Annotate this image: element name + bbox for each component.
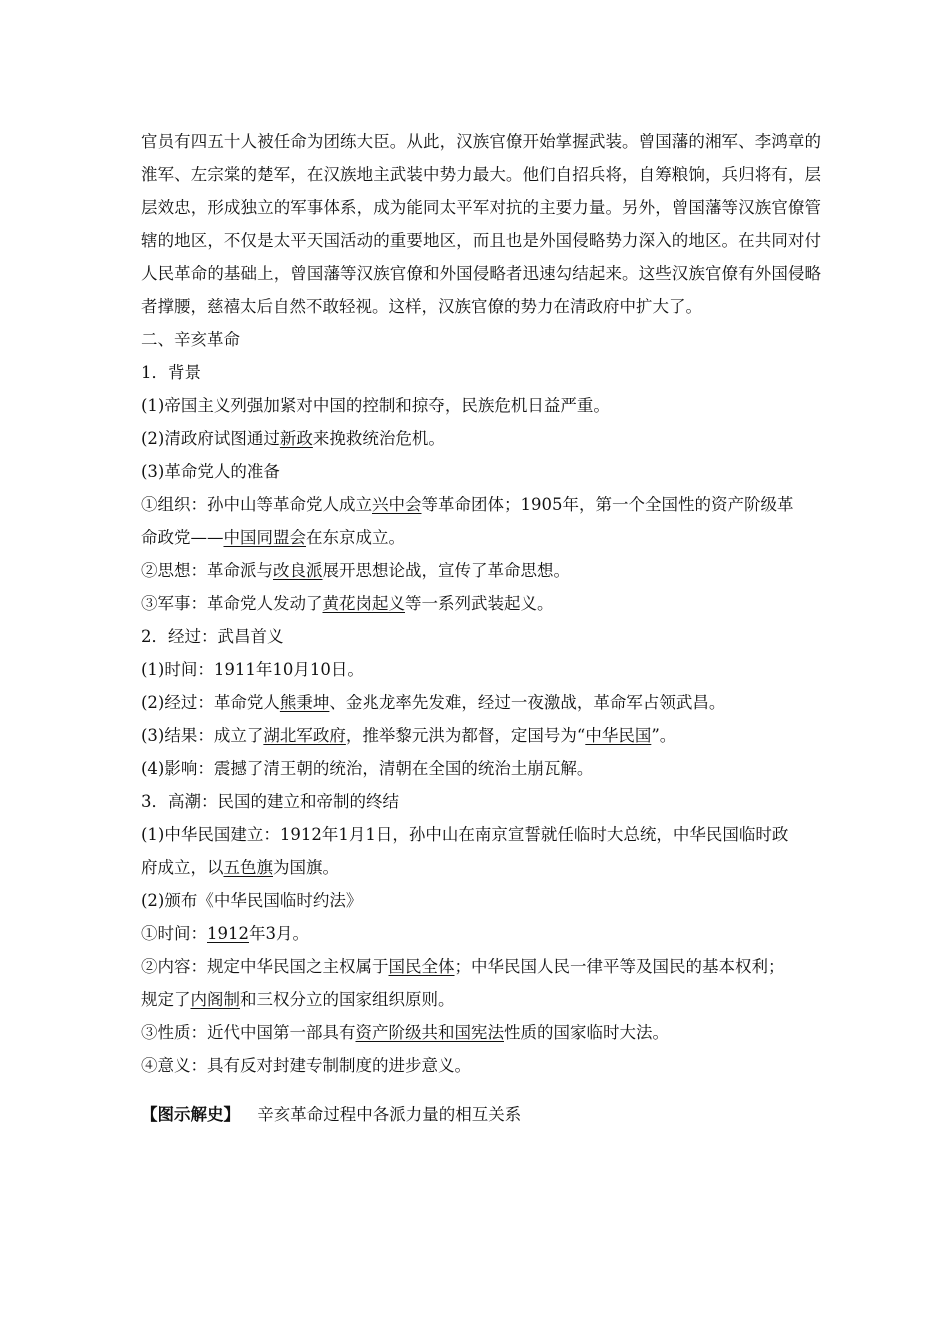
- line-text: ②思想：革命派与: [141, 561, 273, 580]
- line-text: ②内容：规定中华民国之主权属于: [141, 957, 389, 976]
- underlined-term: 内阁制: [190, 990, 240, 1009]
- line-text: 、金兆龙率先发难，经过一夜激战，革命军占领武昌。: [329, 693, 726, 712]
- line-text: 和三权分立的国家组织原则。: [240, 990, 455, 1009]
- text-line: (2)颁布《中华民国临时约法》: [141, 891, 363, 910]
- line-text: ；中华民国人民一律平等及国民的基本权利；: [454, 957, 785, 976]
- text-line: (4)影响：震撼了清王朝的统治，清朝在全国的统治土崩瓦解。: [141, 759, 594, 778]
- text-line: [141, 488, 821, 521]
- underlined-term: 五色旗: [223, 858, 273, 877]
- text-line: [141, 422, 821, 455]
- line-text: ，推举黎元洪为都督，定国号为“: [345, 726, 586, 745]
- subsection-heading: 2．经过：武昌首义: [141, 627, 284, 646]
- subsection-heading: 1．背景: [141, 363, 201, 382]
- text-line: [141, 686, 821, 719]
- underlined-term: 1912: [207, 924, 249, 943]
- text-line: [141, 851, 821, 884]
- underlined-term: 新政: [279, 429, 313, 448]
- text-line: (1)中华民国建立：1912年1月1日，孙中山在南京宣誓就任临时大总统，中华民国临时政: [141, 825, 789, 844]
- section-heading: 二、辛亥革命: [141, 330, 240, 349]
- line-text: 府成立，以: [141, 858, 224, 877]
- text-line: (1)帝国主义列强加紧对中国的控制和掠夺，民族危机日益严重。: [141, 396, 610, 415]
- underlined-term: 资产阶级共和国宪法: [355, 1023, 504, 1042]
- line-text: (2)经过：革命党人: [141, 693, 280, 712]
- line-text: 性质的国家临时大法。: [504, 1023, 669, 1042]
- text-line: (1)时间：1911年10月10日。: [141, 660, 364, 679]
- line-text: 在东京成立。: [306, 528, 405, 547]
- underlined-term: 中国同盟会: [223, 528, 306, 547]
- line-text: 等一系列武装起义。: [405, 594, 554, 613]
- underlined-term: 熊秉坤: [279, 693, 330, 712]
- line-text: 等革命团体；1905年，第一个全国性的资产阶级革: [421, 495, 794, 514]
- underlined-term: 兴中会: [372, 495, 422, 514]
- text-line: [141, 554, 821, 587]
- underlined-term: 黄花岗起义: [322, 594, 405, 613]
- line-text: ③军事：革命党人发动了: [141, 594, 323, 613]
- line-text: ①组织：孙中山等革命党人成立: [141, 495, 372, 514]
- text-line: [141, 983, 821, 1016]
- underlined-term: 改良派: [273, 561, 323, 580]
- line-text: 为国旗。: [273, 858, 339, 877]
- line-text: (3)结果：成立了: [141, 726, 264, 745]
- text-line: [141, 917, 821, 950]
- body-text: [141, 125, 821, 1082]
- content-lines: [141, 356, 821, 1082]
- text-line: [141, 950, 821, 983]
- intro-paragraph: 官员有四五十人被任命为团练大臣。从此，汉族官僚开始掌握武装。曾国藩的湘军、李鸿章的淮军、左宗棠的楚军，在汉族地主武装中势力最大。他们自招兵将，自筹粮饷，兵归将有，层层效忠，形成独立的军事体系，成为能同太平军对抗的主要力量。另外，曾国藩等汉族官僚管辖的地区，不仅是太平天国活动的重要地区，而且也是外国侵略势力深入的地区。在共同对付人民革命的基础上，曾国藩等汉族官僚和外国侵略者迅速勾结起来。这些汉族官僚有外国侵略者撑腰，慈禧太后自然不敢轻视。这样，汉族官僚的势力在清政府中扩大了。: [141, 132, 821, 316]
- caption-bracket: 【图示解史】: [141, 1105, 240, 1124]
- line-text: 年3月。: [249, 924, 309, 943]
- text-line: ④意义：具有反对封建专制制度的进步意义。: [141, 1056, 471, 1075]
- text-line: (3)革命党人的准备: [141, 462, 280, 481]
- underlined-term: 国民全体: [388, 957, 455, 976]
- caption-title: 辛亥革命过程中各派力量的相互关系: [257, 1105, 522, 1124]
- line-text: ③性质：近代中国第一部具有: [141, 1023, 356, 1042]
- line-text: 规定了: [141, 990, 191, 1009]
- line-text: 来挽救统治危机。: [312, 429, 445, 448]
- line-text: ”。: [651, 726, 677, 745]
- subsection-heading: 3．高潮：民国的建立和帝制的终结: [141, 792, 399, 811]
- text-line: [141, 587, 821, 620]
- line-text: 展开思想论战，宣传了革命思想。: [322, 561, 570, 580]
- line-text: 命政党——: [141, 528, 224, 547]
- text-line: [141, 521, 821, 554]
- underlined-term: 湖北军政府: [263, 726, 346, 745]
- underlined-term: 中华民国: [585, 726, 652, 745]
- text-line: [141, 719, 821, 752]
- figure-caption: [141, 1098, 521, 1131]
- line-text: ①时间：: [141, 924, 207, 943]
- text-line: [141, 1016, 821, 1049]
- line-text: (2)清政府试图通过: [141, 429, 280, 448]
